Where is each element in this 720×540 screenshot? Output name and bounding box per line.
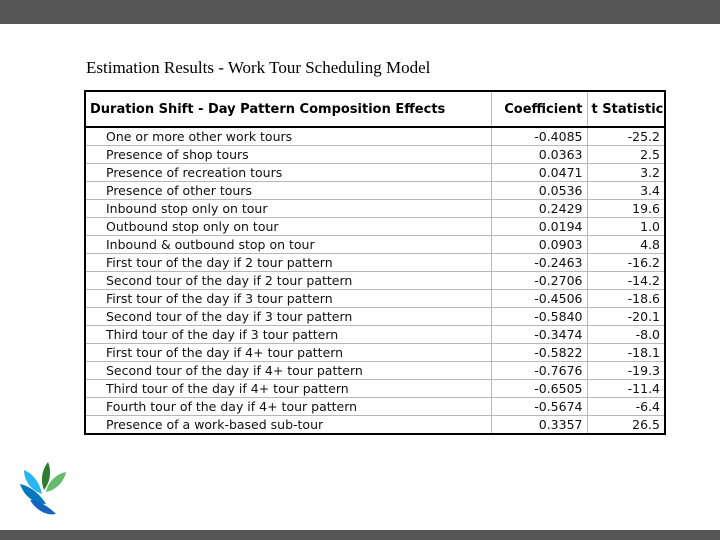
row-t-statistic: 4.8 [587,236,665,254]
slide-title: Estimation Results - Work Tour Scheduling Model [86,58,431,77]
row-t-statistic: -18.1 [587,344,665,362]
row-t-statistic: 2.5 [587,146,665,164]
table-row [85,362,665,380]
row-coefficient: 0.2429 [491,200,587,218]
top-bar [0,0,720,24]
row-coefficient: -0.2463 [491,254,587,272]
table-header-row [85,91,665,127]
table-body [85,127,665,434]
row-effect-label: Inbound & outbound stop on tour [85,236,491,254]
row-t-statistic: -14.2 [587,272,665,290]
row-coefficient: -0.4506 [491,290,587,308]
row-coefficient: 0.0363 [491,146,587,164]
row-coefficient: 0.0471 [491,164,587,182]
column-header-effect: Duration Shift - Day Pattern Composition Effects [85,91,491,127]
table-row [85,290,665,308]
table-row [85,146,665,164]
row-effect-label: One or more other work tours [85,127,491,146]
row-effect-label: Second tour of the day if 3 tour pattern [85,308,491,326]
column-header-t-statistic: t Statistic [587,91,665,127]
row-coefficient: 0.3357 [491,416,587,435]
row-t-statistic: 3.2 [587,164,665,182]
row-t-statistic: -8.0 [587,326,665,344]
row-t-statistic: 1.0 [587,218,665,236]
table-row [85,416,665,435]
table-row [85,254,665,272]
table-row [85,182,665,200]
row-t-statistic: -16.2 [587,254,665,272]
results-table [84,90,666,435]
row-coefficient: -0.5674 [491,398,587,416]
row-coefficient: -0.2706 [491,272,587,290]
row-effect-label: Presence of recreation tours [85,164,491,182]
row-effect-label: First tour of the day if 3 tour pattern [85,290,491,308]
row-coefficient: -0.5840 [491,308,587,326]
row-effect-label: Third tour of the day if 3 tour pattern [85,326,491,344]
table-row [85,200,665,218]
row-coefficient: 0.0194 [491,218,587,236]
table-row [85,218,665,236]
row-t-statistic: -19.3 [587,362,665,380]
row-coefficient: 0.0536 [491,182,587,200]
row-t-statistic: -25.2 [587,127,665,146]
row-coefficient: -0.3474 [491,326,587,344]
row-effect-label: Fourth tour of the day if 4+ tour pattern [85,398,491,416]
bottom-bar [0,530,720,540]
row-effect-label: Presence of a work-based sub-tour [85,416,491,435]
table-row [85,326,665,344]
row-effect-label: Presence of other tours [85,182,491,200]
table-row [85,398,665,416]
row-coefficient: -0.5822 [491,344,587,362]
row-effect-label: Third tour of the day if 4+ tour pattern [85,380,491,398]
row-coefficient: 0.0903 [491,236,587,254]
row-effect-label: Presence of shop tours [85,146,491,164]
row-t-statistic: -20.1 [587,308,665,326]
row-t-statistic: -6.4 [587,398,665,416]
row-effect-label: First tour of the day if 2 tour pattern [85,254,491,272]
table-row [85,164,665,182]
row-t-statistic: 3.4 [587,182,665,200]
table-row [85,127,665,146]
row-t-statistic: 19.6 [587,200,665,218]
column-header-coefficient: Coefficient [491,91,587,127]
row-t-statistic: -18.6 [587,290,665,308]
table-row [85,380,665,398]
row-coefficient: -0.6505 [491,380,587,398]
row-effect-label: First tour of the day if 4+ tour pattern [85,344,491,362]
row-t-statistic: 26.5 [632,417,660,432]
row-coefficient: -0.7676 [491,362,587,380]
row-effect-label: Second tour of the day if 4+ tour pattern [85,362,491,380]
table-row [85,308,665,326]
table-row [85,272,665,290]
row-effect-label: Outbound stop only on tour [85,218,491,236]
table-row [85,236,665,254]
leaf-logo-icon [18,460,70,518]
row-coefficient: -0.4085 [491,127,587,146]
table-row [85,344,665,362]
row-effect-label: Inbound stop only on tour [85,200,491,218]
row-effect-label: Second tour of the day if 2 tour pattern [85,272,491,290]
row-t-statistic: -11.4 [587,380,665,398]
